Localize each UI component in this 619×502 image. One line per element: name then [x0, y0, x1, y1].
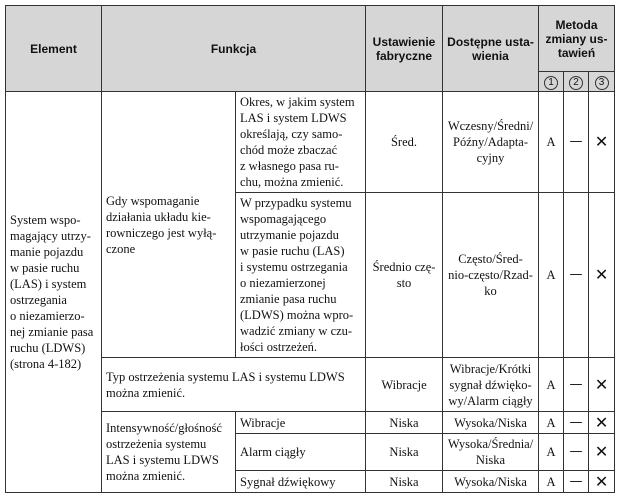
header-available-settings: Dostępne usta- wienia: [443, 6, 539, 92]
cross-icon: ✕: [589, 193, 615, 358]
cross-icon: ✕: [589, 412, 615, 434]
available-options: Często/Śred- nio-często/Rzad- ko: [443, 193, 539, 358]
available-options: Wibracje/Krótki sygnał dźwięko- wy/Alarm ciągły: [443, 358, 539, 412]
method-2-value: —: [564, 358, 589, 412]
method-1-value: A: [539, 434, 564, 471]
method-2-value: —: [564, 434, 589, 471]
circled-number: 2: [569, 76, 583, 90]
cross-icon: ✕: [589, 358, 615, 412]
method-1-value: A: [539, 412, 564, 434]
cross-icon: ✕: [589, 434, 615, 471]
function-description: Typ ostrzeżenia systemu LAS i systemu LDWS można zmienić.: [102, 358, 366, 412]
function-description: Alarm ciągły: [236, 434, 366, 471]
circled-number: 1: [544, 76, 558, 90]
circled-number: 3: [595, 76, 609, 90]
factory-value: Średnio czę- sto: [366, 193, 443, 358]
method-1-value: A: [539, 193, 564, 358]
method-col-3: [589, 72, 615, 92]
settings-table: [5, 5, 615, 493]
factory-value: Niska: [366, 412, 443, 434]
function-description: Wibracje: [236, 412, 366, 434]
cross-icon: ✕: [589, 471, 615, 493]
method-2-value: —: [564, 193, 589, 358]
available-options: Wczesny/Średni/ Późny/Adapta- cyjny: [443, 92, 539, 193]
function-description: Sygnał dźwiękowy: [236, 471, 366, 493]
header-element: Element: [6, 6, 102, 92]
method-2-value: —: [564, 92, 589, 193]
table-row: [6, 92, 615, 193]
available-options: Wysoka/Niska: [443, 471, 539, 493]
header-function: Funkcja: [102, 6, 366, 92]
cross-icon: ✕: [589, 92, 615, 193]
available-options: Wysoka/Średnia/ Niska: [443, 434, 539, 471]
factory-value: Niska: [366, 471, 443, 493]
method-col-1: [539, 72, 564, 92]
function-description: Okres, w jakim system LAS i system LDWS określają, czy samo- chód może zbaczać z własnego pasa ru- chu, można zmienić.: [236, 92, 366, 193]
group-label-steering-off: Gdy wspomaganie działania układu kie- rowniczego jest wyłą- czone: [102, 92, 236, 358]
header-change-method: Metoda zmiany us- tawień: [539, 6, 615, 72]
factory-value: Śred.: [366, 92, 443, 193]
factory-value: Niska: [366, 434, 443, 471]
method-1-value: A: [539, 92, 564, 193]
method-col-2: [564, 72, 589, 92]
function-description: W przypadku systemu wspomagającego utrzymanie pojazdu w pasie ruchu (LAS) i systemu ostrzegania o niezamierzonej zmianie pasa ruchu (LDWS) można wpro- wadzić zmiany w czu- łości ostrzeżeń.: [236, 193, 366, 358]
element-cell: System wspo- magający utrzy- manie pojazdu w pasie ruchu (LAS) i system ostrzegania o niezamierzo- nej zmianie pasa ruchu (LDWS) (strona 4-182): [6, 92, 102, 493]
settings-table-container: [5, 5, 614, 493]
factory-value: Wibracje: [366, 358, 443, 412]
header-factory-setting: Ustawienie fabryczne: [366, 6, 443, 92]
method-1-value: A: [539, 358, 564, 412]
method-2-value: —: [564, 471, 589, 493]
available-options: Wysoka/Niska: [443, 412, 539, 434]
method-1-value: A: [539, 471, 564, 493]
method-2-value: —: [564, 412, 589, 434]
group-label-intensity: Intensywność/głośność ostrzeżenia systemu LAS i systemu LDWS można zmienić.: [102, 412, 236, 493]
